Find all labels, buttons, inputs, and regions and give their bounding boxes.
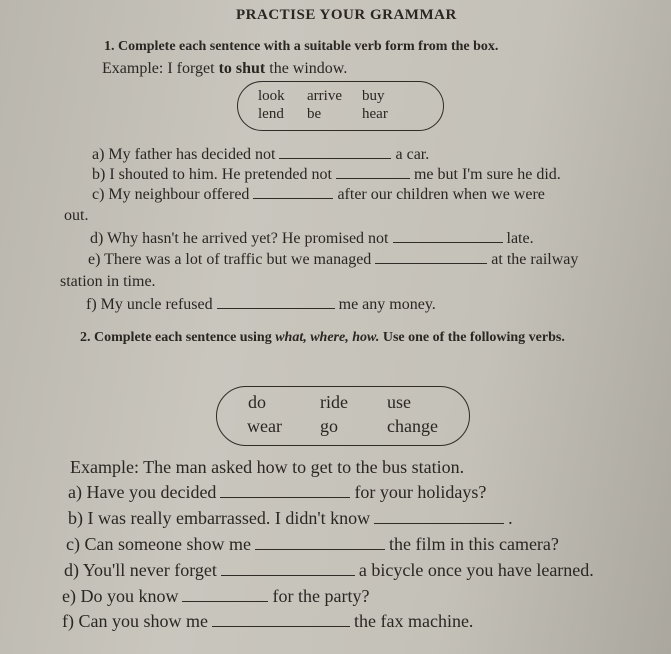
box-word: lend	[258, 106, 284, 122]
exercise-2-item-f	[62, 611, 473, 632]
exercise-2-item-b	[68, 508, 513, 529]
answer-blank	[182, 600, 268, 602]
item-text: c) My neighbour offered	[92, 186, 250, 203]
answer-blank	[336, 177, 410, 179]
example-text: Example: I forget	[102, 60, 215, 77]
exercise-1-item-b	[92, 166, 561, 184]
page-title: PRACTISE YOUR GRAMMAR	[236, 7, 457, 23]
box-word: use	[387, 392, 411, 412]
item-text-after: after our children when we were	[337, 186, 545, 203]
item-text-after: at the railway	[491, 251, 579, 268]
exercise-1-item-f	[86, 296, 436, 314]
box-word: buy	[362, 88, 385, 104]
box-word: arrive	[307, 88, 342, 104]
item-text-after: a car.	[395, 146, 430, 163]
box-word: look	[258, 88, 285, 104]
item-text-after: the fax machine.	[353, 611, 474, 631]
example-answer: to shut	[218, 60, 266, 77]
item-text-after: me but I'm sure he did.	[413, 166, 561, 183]
exercise-1-item-a	[92, 146, 429, 164]
answer-blank	[253, 197, 333, 199]
item-text: f) Can you show me	[62, 611, 208, 631]
answer-blank	[375, 262, 487, 264]
answer-blank	[221, 574, 355, 576]
item-text: b) I was really embarrassed. I didn't know	[68, 508, 371, 528]
exercise-1-instruction: 1. Complete each sentence with a suitable verb form from the box.	[104, 39, 499, 54]
answer-blank	[217, 307, 335, 309]
exercise-2-item-a	[68, 482, 486, 503]
box-word: do	[248, 392, 266, 412]
box-word: wear	[247, 416, 282, 436]
box-word: change	[387, 416, 438, 436]
item-text: a) Have you decided	[68, 482, 217, 502]
box-word: hear	[362, 106, 388, 122]
item-text: b) I shouted to him. He pretended not	[92, 166, 332, 183]
exercise-2-item-c	[66, 534, 559, 555]
item-text-after: the film in this camera?	[388, 534, 559, 554]
item-text-after: a bicycle once you have learned.	[358, 560, 594, 580]
answer-blank	[220, 496, 350, 498]
example-text-end: the window.	[269, 60, 348, 77]
answer-blank	[393, 241, 503, 243]
item-text: f) My uncle refused	[86, 296, 213, 313]
exercise-1-item-c	[92, 186, 545, 204]
box-word: be	[307, 106, 322, 122]
exercise-1-item-d	[90, 230, 534, 248]
instruction-text-end: Use one of the following verbs.	[382, 330, 565, 345]
item-text: d) Why hasn't he arrived yet? He promised not	[90, 230, 389, 247]
exercise-2-instruction	[80, 330, 565, 346]
item-text-after: me any money.	[338, 296, 436, 313]
exercise-1-item-e	[88, 251, 578, 269]
box-word: go	[320, 416, 338, 436]
exercise-2-item-d	[64, 560, 594, 581]
item-text: e) There was a lot of traffic but we managed	[88, 251, 372, 268]
item-text: c) Can someone show me	[66, 534, 251, 554]
instruction-text: 2. Complete each sentence using	[80, 330, 272, 345]
exercise-2-item-e	[62, 586, 369, 607]
item-text-after: for the party?	[272, 586, 370, 606]
answer-blank	[255, 548, 385, 550]
item-text: e) Do you know	[62, 586, 179, 606]
exercise-1-example	[102, 60, 347, 78]
item-text-after: for your holidays?	[354, 482, 487, 502]
instruction-keywords: what, where, how.	[275, 330, 380, 345]
box-word: ride	[320, 392, 348, 412]
exercise-1-item-c-continuation: out.	[64, 207, 89, 224]
answer-blank	[279, 157, 391, 159]
item-text: a) My father has decided not	[92, 146, 276, 163]
item-text-after: late.	[506, 230, 534, 247]
answer-blank	[374, 522, 504, 524]
item-text: d) You'll never forget	[64, 560, 217, 580]
exercise-1-item-e-continuation: station in time.	[60, 273, 156, 290]
answer-blank	[212, 625, 350, 627]
item-text-after: .	[508, 508, 513, 528]
exercise-2-example: Example: The man asked how to get to the bus station.	[70, 457, 465, 477]
